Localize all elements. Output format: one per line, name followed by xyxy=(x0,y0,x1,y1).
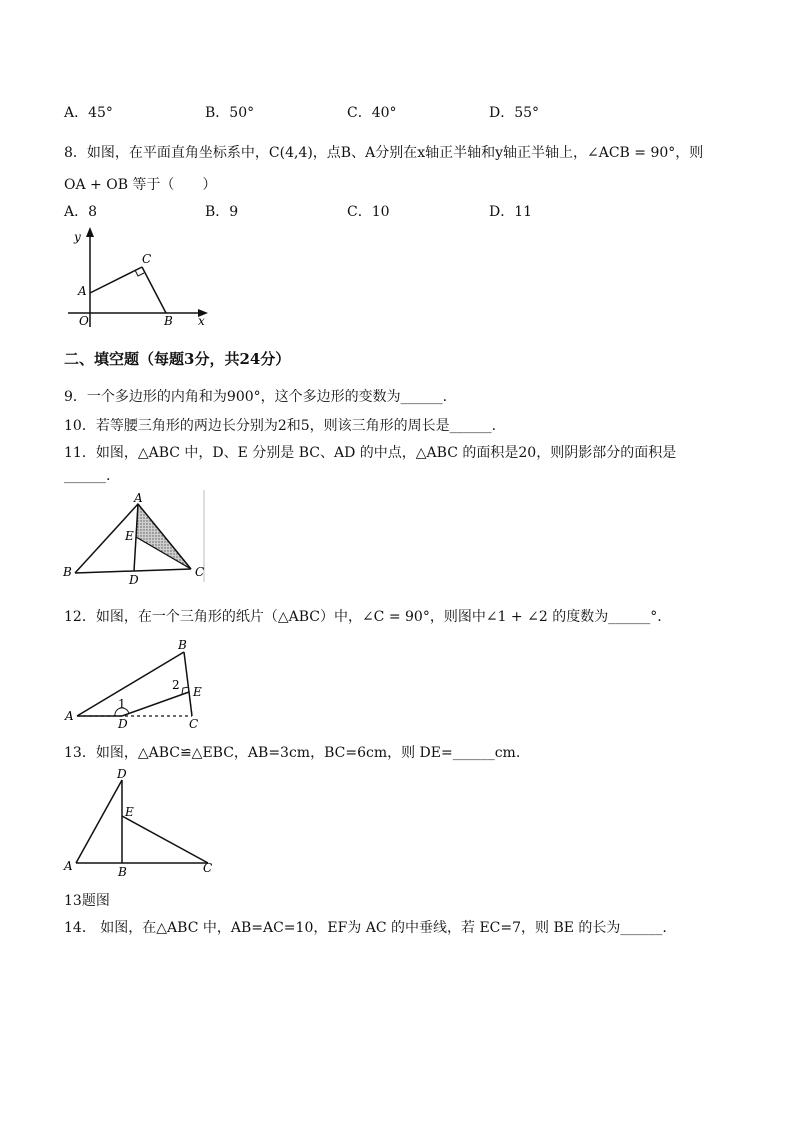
q12-side-ab xyxy=(77,652,184,716)
q8-right-angle-mark xyxy=(135,270,144,276)
q8-option-b: B．9 xyxy=(205,204,239,220)
q12-label-e: E xyxy=(193,685,202,699)
q7-option-b: B．50° xyxy=(205,105,255,121)
q7-option-c: C．40° xyxy=(347,105,397,121)
q11-label-b: B xyxy=(63,565,72,579)
q11-label-a: A xyxy=(134,491,143,505)
q8-segment-ac xyxy=(90,267,142,293)
q8-segment-cb xyxy=(142,267,166,313)
q13-side-ad xyxy=(76,780,122,863)
q8-label-a: A xyxy=(78,284,87,298)
q11-figure xyxy=(62,490,212,585)
q12-text: 12．如图，在一个三角形的纸片（△ABC）中，∠C = 90°，则图中∠1 + ∠2 的度数为______°. xyxy=(64,609,662,625)
q7-option-d: D．55° xyxy=(489,105,540,121)
q12-label-b: B xyxy=(178,638,187,652)
q13-label-d: D xyxy=(117,767,127,781)
q13-label-b: B xyxy=(118,865,127,879)
q12-label-a: A xyxy=(65,709,74,723)
q7-option-a: A．45° xyxy=(64,105,113,121)
q8-label-b: B xyxy=(164,314,173,328)
q12-label-2: 2 xyxy=(172,678,180,692)
q13-text: 13．如图，△ABC≌△EBC，AB=3cm，BC=6cm，则 DE=______cm. xyxy=(64,745,521,761)
q12-label-1: 1 xyxy=(118,697,126,711)
q11-line2: ______. xyxy=(64,468,111,484)
q8-option-a: A．8 xyxy=(64,204,98,220)
q13-side-ec xyxy=(122,816,208,863)
q11-label-e: E xyxy=(125,529,134,543)
q8-option-d: D．11 xyxy=(489,204,533,220)
q12-label-d: D xyxy=(118,717,128,731)
q13-figure xyxy=(62,766,222,878)
q10-text: 10．若等腰三角形的两边长分别为2和5，则该三角形的周长是______. xyxy=(64,418,497,434)
q8-y-arrow xyxy=(86,227,94,237)
q11-label-c: C xyxy=(195,565,205,579)
q11-line1: 11．如图，△ABC 中，D、E 分别是 BC、AD 的中点，△ABC 的面积是20，则阴影部分的面积是 xyxy=(64,445,677,461)
q8-option-c: C．10 xyxy=(347,204,390,220)
q12-figure xyxy=(62,636,212,731)
q9-text: 9．一个多边形的内角和为900°，这个多边形的变数为______. xyxy=(64,389,448,405)
q12-fold-de xyxy=(122,692,189,716)
q8-figure xyxy=(62,225,212,335)
q13-label-c: C xyxy=(203,861,213,875)
q13-label-e: E xyxy=(125,805,134,819)
q8-label-c: C xyxy=(142,252,152,266)
q8-stem-line1: 8．如图，在平面直角坐标系中，C(4,4)，点B、A分别在x轴正半轴和y轴正半轴上，∠ACB = 90°，则 xyxy=(64,145,704,161)
q12-label-c: C xyxy=(189,717,199,731)
section-fill-in-title: 二、填空题（每题3分，共24分） xyxy=(64,350,291,368)
q8-label-o: O xyxy=(79,314,89,328)
q8-label-x: x xyxy=(198,314,205,328)
q13-label-a: A xyxy=(64,859,73,873)
q8-label-y: y xyxy=(74,230,81,244)
q8-stem-line2: OA + OB 等于（ ） xyxy=(64,177,217,193)
q14-text: 14． 如图，在△ABC 中，AB=AC=10，EF为 AC 的中垂线，若 EC=7，则 BE 的长为______. xyxy=(64,920,667,936)
q11-label-d: D xyxy=(129,573,139,587)
q13-caption: 13题图 xyxy=(64,893,110,909)
